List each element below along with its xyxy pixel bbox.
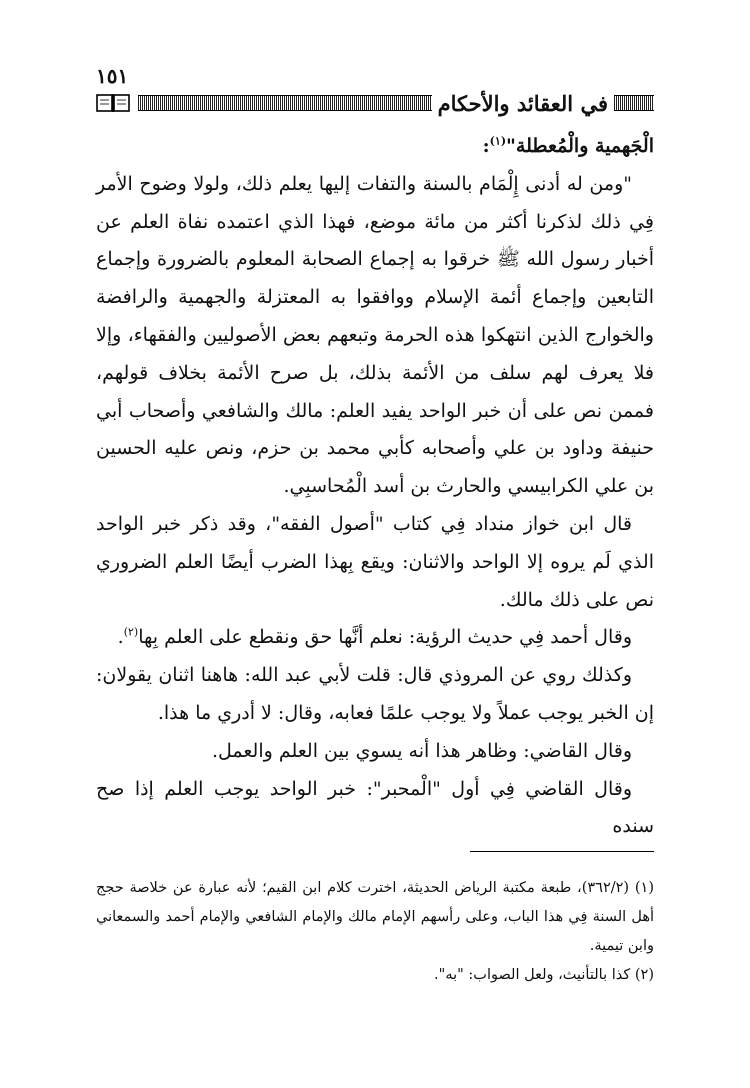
paragraph-3: وقال أحمد فِي حديث الرؤية: نعلم أنَّها حق ونقطع على العلم بِها$^{(٢)}$. (117, 626, 632, 649)
paragraph-5: وقال القاضي: وظاهر هذا أنه يسوي بين العلم والعمل. (211, 739, 632, 762)
paragraph-6: وقال القاضي فِي أول "الْمحبر": خبر الواحد يوجب العلم إذا صح سنده (96, 777, 654, 838)
footnote-ref-1: (١) (489, 134, 507, 148)
section-heading: الْجَهمية والْمُعطلة"$^{(١)}$: (482, 134, 654, 157)
footnote-ref-2: (٢) (123, 626, 139, 640)
paragraph-4: وكذلك روي عن المروذي قال: قلت لأبي عبد الله: هاهنا اثنان يقولان: إن الخبر يوجب عملاً ولا يوجب علمًا فعابه، وقال: لا أدري ما هذا. (96, 664, 654, 724)
footnote-separator (470, 851, 654, 852)
header-ornament-right (614, 95, 654, 111)
paragraph-1: "ومن له أدنى إِلْمَام بالسنة والتفات إليها يعلم ذلك، ولولا وضوح الأمر فِي ذلك لذكرنا أكثر من مائة موضع، فهذا الذي اعتمده نفاة العلم عن أخبار رسول الله ﷺ خرقوا به إجماع الصحابة المعلوم بالضرورة وإجماع التابعين وإجماع أئمة الإسلام ووافقوا به المعتزلة والجهمية والرافضة والخوارج الذين انتهكوا هذه الحرمة وتبعهم بعض الأصوليين والفقهاء، وإلا فلا يعرف لهم سلف من الأئمة بذلك، بل صرح الأئمة بخلاف قولهم، فممن نص على أن خبر الواحد يفيد العلم: مالك والشافعي وأصحاب أبي حنيفة وداود بن علي وأصحابه كأبي محمد بن حزم، ونص عليه الحسين بن علي الكرابيسي والحارث بن أسد الْمُحاسبِي. (96, 172, 654, 498)
paragraph-2: قال ابن خواز منداد فِي كتاب "أصول الفقه"، وقد ذكر خبر الواحد الذي لَم يروه إلا الواحد والاثنان: ويقع بِهذا الضرب أيضًا العلم الضروري نص على ذلك مالك. (96, 512, 654, 611)
running-header (96, 90, 654, 116)
header-ornament-rule (138, 95, 432, 111)
footnote-1: (١) (٣٦٢/٢)، طبعة مكتبة الرياض الحديثة، اخترت كلام ابن القيم؛ لأنه عبارة عن خلاصة حجج أهل السنة فِي هذا الباب، وعلى رأسهم الإمام مالك والإمام الشافعي والإمام أحمد والسمعاني وابن تيمية. (96, 880, 654, 954)
footnotes (96, 874, 654, 990)
main-text (96, 128, 654, 846)
header-title: في العقائد والأحكام (437, 90, 608, 116)
book-icon (96, 93, 130, 113)
footnote-2: (٢) كذا بالتأنيث، ولعل الصواب: "به". (434, 967, 654, 983)
page-number: ١٥١ (96, 64, 129, 88)
